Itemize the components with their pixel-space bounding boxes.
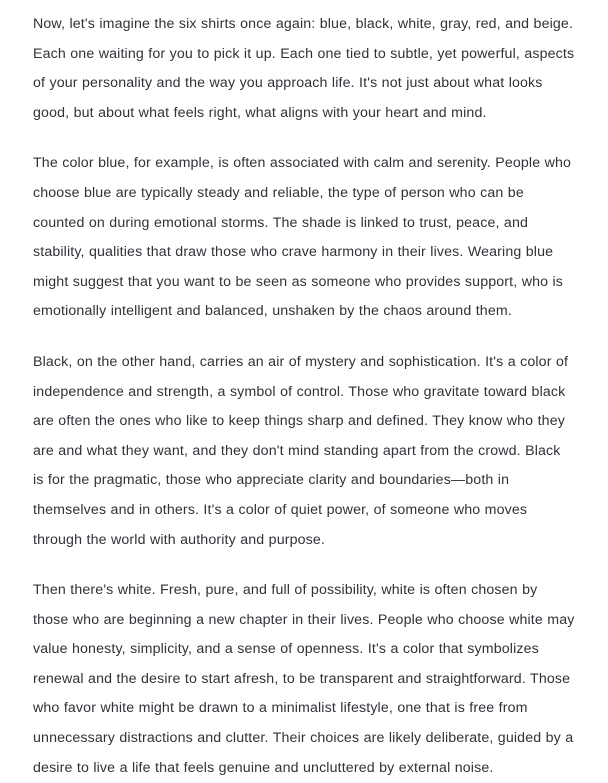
- paragraph-white: Then there's white. Fresh, pure, and full of possibility, white is often chosen by those who are beginning a new chapter in their lives. People who choose white may value honesty, simplicity, and a sense of openness. It's a color that symbolizes renewal and the desire to start afresh, to be transparent and straightforward. Those who favor white might be drawn to a minimalist lifestyle, one that is free from unnecessary distractions and clutter. Their choices are likely deliberate, guided by a desire to live a life that feels genuine and uncluttered by external noise.: [33, 582, 575, 776]
- paragraph-blue: The color blue, for example, is often associated with calm and serenity. People who choose blue are typically steady and reliable, the type of person who can be counted on during emotional storms. The shade is linked to trust, peace, and stability, qualities that draw those who crave harmony in their lives. Wearing blue might suggest that you want to be seen as someone who provides support, who is emotionally intelligent and balanced, unshaken by the chaos around them.: [33, 155, 572, 320]
- paragraph-intro: Now, let's imagine the six shirts once again: blue, black, white, gray, red, and beige. Each one waiting for you to pick it up. Each one tied to subtle, yet powerful, aspects of your personality and the way you approach life. It's not just about what looks good, but about what feels right, what aligns with your heart and mind.: [33, 16, 575, 121]
- paragraph-black: Black, on the other hand, carries an air of mystery and sophistication. It's a color of independence and strength, a symbol of control. Those who gravitate toward black are often the ones who like to keep things sharp and defined. They know who they are and what they want, and they don't mind standing apart from the crowd. Black is for the pragmatic, those who appreciate clarity and boundaries—both in themselves and in others. It's a color of quiet power, of someone who moves through the world with authority and purpose.: [33, 353, 569, 548]
